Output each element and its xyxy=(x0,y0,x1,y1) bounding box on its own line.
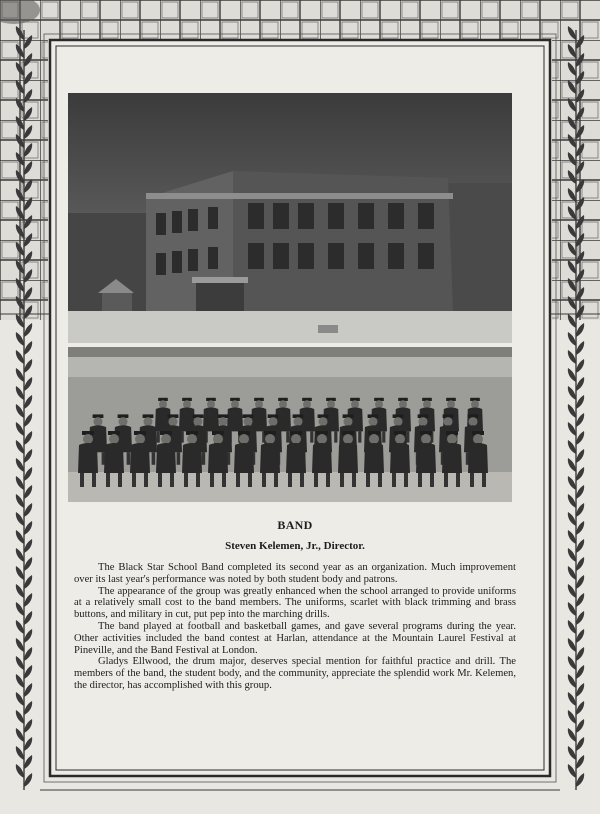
paragraph-1: The Black Star School Band completed its second year as an organization. Much improvement over its last year's performance was noted by both student body and patrons. xyxy=(74,562,516,585)
laurel-leaf xyxy=(568,584,576,598)
laurel-leaf xyxy=(24,557,32,571)
laurel-leaf xyxy=(16,368,24,382)
article-title: BAND xyxy=(277,518,313,532)
laurel-leaf xyxy=(576,737,584,751)
laurel-leaf xyxy=(24,629,32,643)
laurel-leaf xyxy=(16,692,24,706)
laurel-leaf xyxy=(24,467,32,481)
laurel-leaf xyxy=(16,530,24,544)
laurel-leaf xyxy=(16,458,24,472)
laurel-leaf xyxy=(576,539,584,553)
laurel-leaf xyxy=(576,683,584,697)
laurel-leaf xyxy=(24,701,32,715)
laurel-leaf xyxy=(568,764,576,778)
laurel-leaf xyxy=(16,476,24,490)
laurel-leaf xyxy=(24,413,32,427)
laurel-leaf xyxy=(576,323,584,337)
laurel-leaf xyxy=(24,755,32,769)
laurel-leaf xyxy=(568,638,576,652)
laurel-leaf xyxy=(24,323,32,337)
laurel-leaf xyxy=(568,512,576,526)
laurel-leaf xyxy=(568,530,576,544)
laurel-leaf xyxy=(576,593,584,607)
laurel-leaf xyxy=(24,485,32,499)
laurel-leaf xyxy=(16,440,24,454)
laurel-leaf xyxy=(568,476,576,490)
laurel-leaf xyxy=(24,359,32,373)
laurel-leaf xyxy=(576,521,584,535)
laurel-leaf xyxy=(24,593,32,607)
laurel-leaf xyxy=(568,440,576,454)
laurel-leaf xyxy=(16,512,24,526)
laurel-leaf xyxy=(16,656,24,670)
laurel-leaf xyxy=(568,566,576,580)
laurel-leaf xyxy=(576,629,584,643)
laurel-leaf xyxy=(24,611,32,625)
school-building-photo xyxy=(68,93,512,343)
laurel-leaf xyxy=(576,467,584,481)
laurel-leaf xyxy=(24,575,32,589)
laurel-leaf xyxy=(568,656,576,670)
laurel-leaf xyxy=(16,584,24,598)
paragraph-3: The band played at football and basketball games, and gave several programs during the year. Other activities included the band contest at Harlan, attendance at the Mountain Laurel Festival at Pineville, and the Band Festival at London. xyxy=(74,620,516,656)
laurel-leaf xyxy=(16,548,24,562)
laurel-leaf xyxy=(16,710,24,724)
laurel-leaf xyxy=(576,395,584,409)
director-line: Steven Kelemen, Jr., Director. xyxy=(225,540,365,552)
laurel-leaf xyxy=(24,647,32,661)
laurel-leaf xyxy=(16,386,24,400)
laurel-leaf xyxy=(576,341,584,355)
laurel-leaf xyxy=(16,620,24,634)
laurel-leaf xyxy=(24,521,32,535)
laurel-leaf xyxy=(576,575,584,589)
laurel-leaf xyxy=(16,494,24,508)
laurel-leaf xyxy=(16,332,24,346)
laurel-leaf xyxy=(576,755,584,769)
laurel-leaf xyxy=(576,719,584,733)
laurel-leaf xyxy=(568,710,576,724)
laurel-leaf xyxy=(576,359,584,373)
laurel-leaf xyxy=(568,674,576,688)
laurel-leaf xyxy=(16,728,24,742)
band-group-photo xyxy=(68,347,512,502)
laurel-leaf xyxy=(24,665,32,679)
laurel-leaf xyxy=(576,503,584,517)
laurel-leaf xyxy=(16,602,24,616)
paragraph-2: The appearance of the group was greatly enhanced when the school arranged to provide uniforms at a relatively small cost to the band members. The uniforms, scarlet with black trimming and brass buttons, and military in cut, put pep into the marching drills. xyxy=(74,585,516,621)
article xyxy=(74,518,516,692)
laurel-leaf xyxy=(16,404,24,418)
laurel-leaf xyxy=(568,746,576,760)
laurel-leaf xyxy=(576,701,584,715)
laurel-leaf xyxy=(24,737,32,751)
laurel-leaf xyxy=(576,449,584,463)
laurel-leaf xyxy=(576,647,584,661)
laurel-leaf xyxy=(576,431,584,445)
laurel-leaf xyxy=(576,413,584,427)
laurel-leaf xyxy=(576,665,584,679)
laurel-leaf xyxy=(16,422,24,436)
laurel-leaf xyxy=(24,449,32,463)
laurel-leaf xyxy=(568,404,576,418)
laurel-leaf xyxy=(16,350,24,364)
laurel-leaf xyxy=(16,746,24,760)
laurel-leaf xyxy=(568,494,576,508)
paragraph-4: Gladys Ellwood, the drum major, deserves special mention for faithful practice and drill. The members of the band, the student body, and the community, appreciate the splendid work Mr. Kelemen, the director, has accomplished with this group. xyxy=(74,656,516,691)
laurel-leaf xyxy=(568,728,576,742)
laurel-leaf xyxy=(568,548,576,562)
laurel-leaf xyxy=(576,485,584,499)
laurel-leaf xyxy=(576,557,584,571)
laurel-leaf xyxy=(24,503,32,517)
laurel-leaf xyxy=(568,368,576,382)
laurel-leaf xyxy=(24,683,32,697)
laurel-leaf xyxy=(568,386,576,400)
laurel-leaf xyxy=(576,377,584,391)
laurel-leaf xyxy=(24,431,32,445)
laurel-leaf xyxy=(568,620,576,634)
laurel-leaf xyxy=(576,773,584,787)
laurel-leaf xyxy=(24,539,32,553)
laurel-leaf xyxy=(24,341,32,355)
laurel-leaf xyxy=(568,602,576,616)
laurel-leaf xyxy=(568,350,576,364)
laurel-leaf xyxy=(24,377,32,391)
laurel-leaf xyxy=(24,395,32,409)
laurel-leaf xyxy=(568,332,576,346)
laurel-leaf xyxy=(16,764,24,778)
laurel-leaf xyxy=(568,692,576,706)
laurel-leaf xyxy=(568,458,576,472)
laurel-leaf xyxy=(16,566,24,580)
laurel-leaf xyxy=(16,674,24,688)
laurel-leaf xyxy=(568,422,576,436)
laurel-leaf xyxy=(16,638,24,652)
laurel-leaf xyxy=(24,719,32,733)
laurel-leaf xyxy=(576,611,584,625)
laurel-leaf xyxy=(24,773,32,787)
